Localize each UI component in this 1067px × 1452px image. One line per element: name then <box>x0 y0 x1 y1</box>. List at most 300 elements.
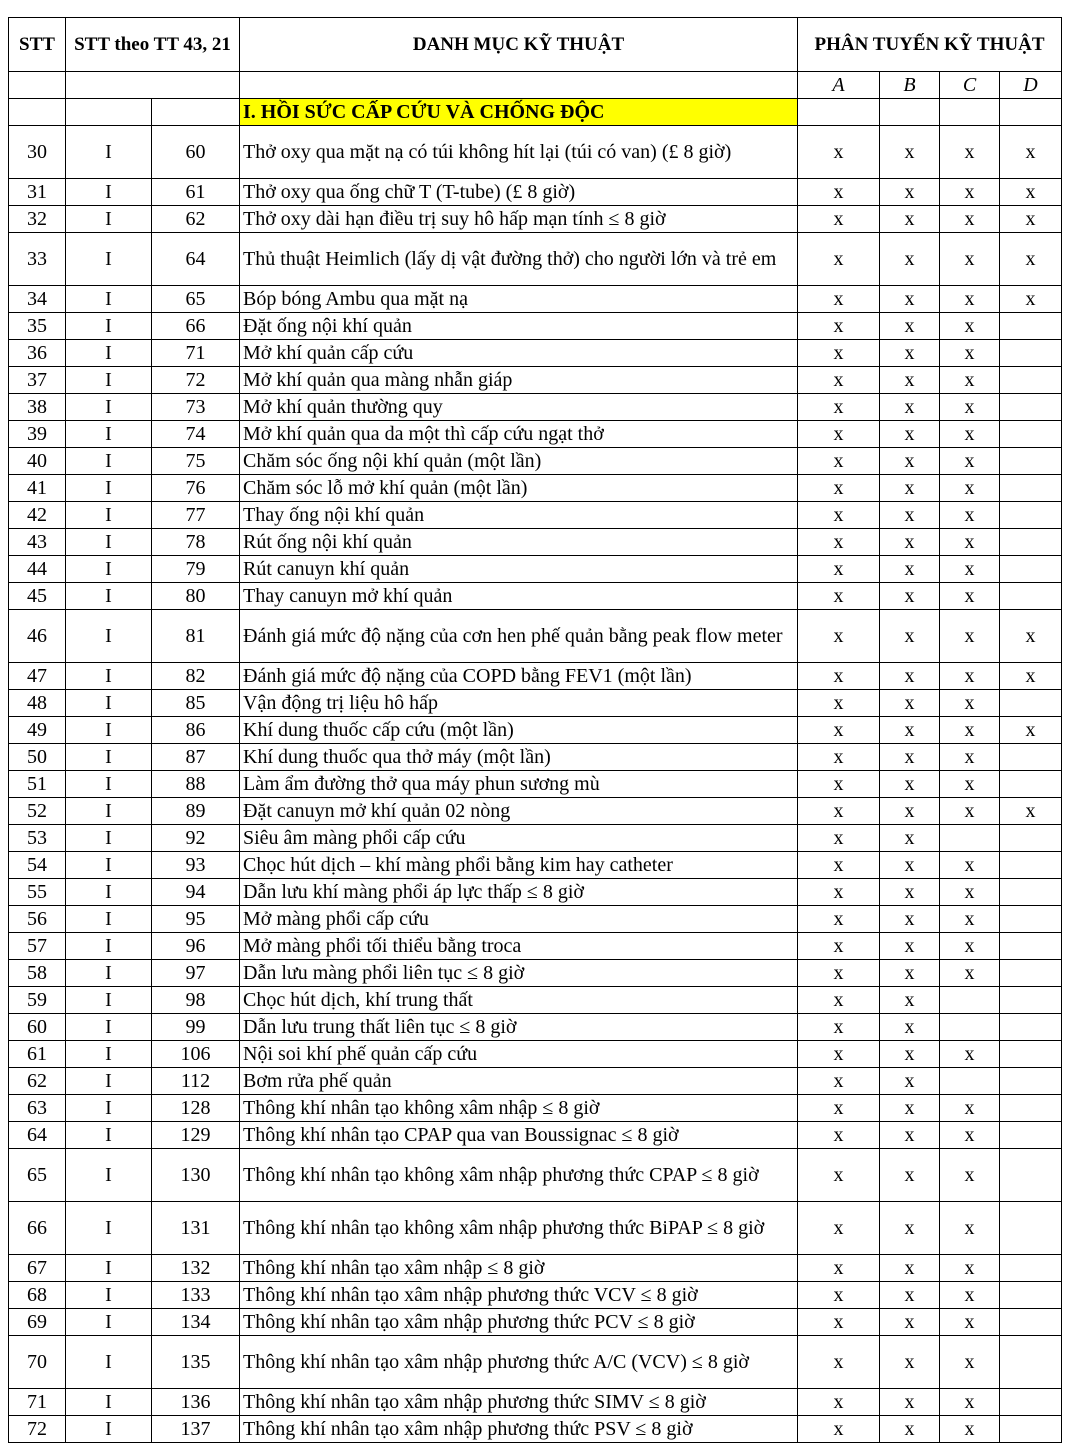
sub-empty <box>9 72 66 99</box>
row-chapter: I <box>66 179 152 206</box>
row-tt-number: 131 <box>152 1202 240 1255</box>
row-level-a: x <box>798 233 880 286</box>
row-technique-name: Thông khí nhân tạo không xâm nhập ≤ 8 giờ <box>240 1095 798 1122</box>
row-stt: 46 <box>9 610 66 663</box>
row-stt: 62 <box>9 1068 66 1095</box>
table-row <box>9 1309 1062 1336</box>
row-level-a: x <box>798 825 880 852</box>
table-row <box>9 1389 1062 1416</box>
level-d-label: D <box>1000 72 1062 99</box>
row-stt: 34 <box>9 286 66 313</box>
row-level-b: x <box>880 717 940 744</box>
level-a-label: A <box>798 72 880 99</box>
row-technique-name: Thông khí nhân tạo không xâm nhập phương thức BiPAP ≤ 8 giờ <box>240 1202 798 1255</box>
row-chapter: I <box>66 206 152 233</box>
row-tt-number: 80 <box>152 583 240 610</box>
row-chapter: I <box>66 126 152 179</box>
row-level-b: x <box>880 825 940 852</box>
table-row <box>9 798 1062 825</box>
row-level-b: x <box>880 1309 940 1336</box>
row-level-b: x <box>880 286 940 313</box>
row-technique-name: Thông khí nhân tạo xâm nhập phương thức PCV ≤ 8 giờ <box>240 1309 798 1336</box>
row-stt: 38 <box>9 394 66 421</box>
row-level-d <box>1000 340 1062 367</box>
row-level-c: x <box>940 286 1000 313</box>
row-stt: 35 <box>9 313 66 340</box>
row-level-c: x <box>940 502 1000 529</box>
row-level-b: x <box>880 126 940 179</box>
row-chapter: I <box>66 798 152 825</box>
row-technique-name: Chăm sóc lỗ mở khí quản (một lần) <box>240 475 798 502</box>
row-level-b: x <box>880 1282 940 1309</box>
row-chapter: I <box>66 690 152 717</box>
row-tt-number: 128 <box>152 1095 240 1122</box>
section-empty <box>1000 99 1062 126</box>
row-tt-number: 78 <box>152 529 240 556</box>
row-chapter: I <box>66 313 152 340</box>
row-level-a: x <box>798 960 880 987</box>
row-chapter: I <box>66 421 152 448</box>
row-level-d <box>1000 933 1062 960</box>
row-level-c: x <box>940 663 1000 690</box>
table-row <box>9 556 1062 583</box>
row-level-a: x <box>798 717 880 744</box>
row-level-a: x <box>798 1255 880 1282</box>
table-row <box>9 1095 1062 1122</box>
row-level-b: x <box>880 852 940 879</box>
section-empty <box>66 99 152 126</box>
row-level-c: x <box>940 529 1000 556</box>
row-level-b: x <box>880 1014 940 1041</box>
row-technique-name: Đánh giá mức độ nặng của cơn hen phế quản bằng peak flow meter <box>240 610 798 663</box>
sub-empty <box>240 72 798 99</box>
row-chapter: I <box>66 960 152 987</box>
row-level-a: x <box>798 583 880 610</box>
row-level-b: x <box>880 1041 940 1068</box>
row-technique-name: Mở khí quản thường quy <box>240 394 798 421</box>
row-level-c <box>940 987 1000 1014</box>
row-level-a: x <box>798 206 880 233</box>
row-level-d <box>1000 1416 1062 1443</box>
table-row <box>9 717 1062 744</box>
row-level-d <box>1000 960 1062 987</box>
row-technique-name: Vận động trị liệu hô hấp <box>240 690 798 717</box>
row-tt-number: 65 <box>152 286 240 313</box>
row-level-a: x <box>798 179 880 206</box>
row-level-a: x <box>798 879 880 906</box>
row-stt: 63 <box>9 1095 66 1122</box>
row-tt-number: 112 <box>152 1068 240 1095</box>
row-technique-name: Mở khí quản cấp cứu <box>240 340 798 367</box>
row-level-c: x <box>940 1282 1000 1309</box>
row-level-b: x <box>880 367 940 394</box>
row-tt-number: 95 <box>152 906 240 933</box>
row-technique-name: Rút ống nội khí quản <box>240 529 798 556</box>
row-level-d <box>1000 825 1062 852</box>
section-empty <box>9 99 66 126</box>
row-level-b: x <box>880 179 940 206</box>
table-row <box>9 179 1062 206</box>
row-stt: 33 <box>9 233 66 286</box>
row-technique-name: Nội soi khí phế quản cấp cứu <box>240 1041 798 1068</box>
row-chapter: I <box>66 394 152 421</box>
row-level-b: x <box>880 1336 940 1389</box>
table-row <box>9 206 1062 233</box>
table-row <box>9 313 1062 340</box>
row-level-d: x <box>1000 233 1062 286</box>
table-row <box>9 367 1062 394</box>
row-level-c: x <box>940 906 1000 933</box>
row-tt-number: 73 <box>152 394 240 421</box>
row-level-c: x <box>940 1041 1000 1068</box>
row-technique-name: Dẫn lưu trung thất liên tục ≤ 8 giờ <box>240 1014 798 1041</box>
row-level-d <box>1000 987 1062 1014</box>
row-stt: 40 <box>9 448 66 475</box>
row-level-b: x <box>880 448 940 475</box>
row-technique-name: Thủ thuật Heimlich (lấy dị vật đường thở) cho người lớn và trẻ em <box>240 233 798 286</box>
row-level-c: x <box>940 610 1000 663</box>
row-chapter: I <box>66 475 152 502</box>
row-technique-name: Thở oxy qua ống chữ T (T-tube) (£ 8 giờ) <box>240 179 798 206</box>
section-empty <box>152 99 240 126</box>
row-chapter: I <box>66 906 152 933</box>
row-technique-name: Chăm sóc ống nội khí quản (một lần) <box>240 448 798 475</box>
row-level-c: x <box>940 1309 1000 1336</box>
table-row <box>9 1202 1062 1255</box>
table-row <box>9 933 1062 960</box>
table-row <box>9 1255 1062 1282</box>
row-tt-number: 87 <box>152 744 240 771</box>
row-tt-number: 86 <box>152 717 240 744</box>
table-row <box>9 1041 1062 1068</box>
row-technique-name: Dẫn lưu màng phổi liên tục ≤ 8 giờ <box>240 960 798 987</box>
row-level-b: x <box>880 1389 940 1416</box>
row-level-a: x <box>798 1068 880 1095</box>
row-stt: 55 <box>9 879 66 906</box>
table-row <box>9 1282 1062 1309</box>
row-level-c: x <box>940 556 1000 583</box>
row-stt: 59 <box>9 987 66 1014</box>
row-chapter: I <box>66 233 152 286</box>
row-stt: 44 <box>9 556 66 583</box>
row-level-c: x <box>940 798 1000 825</box>
row-level-b: x <box>880 313 940 340</box>
row-level-d <box>1000 1255 1062 1282</box>
table-row <box>9 233 1062 286</box>
row-level-a: x <box>798 126 880 179</box>
row-tt-number: 132 <box>152 1255 240 1282</box>
table-row <box>9 1068 1062 1095</box>
row-level-d <box>1000 1095 1062 1122</box>
sub-empty <box>66 72 240 99</box>
row-level-d <box>1000 394 1062 421</box>
row-level-d <box>1000 1202 1062 1255</box>
row-tt-number: 130 <box>152 1149 240 1202</box>
row-tt-number: 136 <box>152 1389 240 1416</box>
row-stt: 43 <box>9 529 66 556</box>
row-stt: 47 <box>9 663 66 690</box>
row-chapter: I <box>66 663 152 690</box>
header-phan-tuyen: PHÂN TUYẾN KỸ THUẬT <box>798 18 1062 72</box>
row-level-d <box>1000 502 1062 529</box>
row-technique-name: Khí dung thuốc cấp cứu (một lần) <box>240 717 798 744</box>
table-row <box>9 744 1062 771</box>
row-tt-number: 72 <box>152 367 240 394</box>
row-technique-name: Thông khí nhân tạo không xâm nhập phương thức CPAP ≤ 8 giờ <box>240 1149 798 1202</box>
row-level-d <box>1000 1014 1062 1041</box>
row-level-b: x <box>880 421 940 448</box>
row-chapter: I <box>66 502 152 529</box>
row-technique-name: Mở khí quản qua da một thì cấp cứu ngạt thở <box>240 421 798 448</box>
table-row <box>9 529 1062 556</box>
row-tt-number: 82 <box>152 663 240 690</box>
row-tt-number: 96 <box>152 933 240 960</box>
row-level-b: x <box>880 1149 940 1202</box>
row-level-d: x <box>1000 798 1062 825</box>
table-row <box>9 286 1062 313</box>
section-empty <box>880 99 940 126</box>
row-level-b: x <box>880 1416 940 1443</box>
row-chapter: I <box>66 340 152 367</box>
row-technique-name: Khí dung thuốc qua thở máy (một lần) <box>240 744 798 771</box>
row-chapter: I <box>66 1255 152 1282</box>
table-row <box>9 583 1062 610</box>
row-chapter: I <box>66 529 152 556</box>
row-level-c: x <box>940 206 1000 233</box>
row-level-b: x <box>880 1202 940 1255</box>
row-stt: 41 <box>9 475 66 502</box>
row-level-a: x <box>798 744 880 771</box>
row-level-c: x <box>940 744 1000 771</box>
row-level-c: x <box>940 960 1000 987</box>
technique-table <box>8 17 1062 1443</box>
row-stt: 66 <box>9 1202 66 1255</box>
row-chapter: I <box>66 1416 152 1443</box>
row-technique-name: Siêu âm màng phổi cấp cứu <box>240 825 798 852</box>
row-chapter: I <box>66 987 152 1014</box>
row-chapter: I <box>66 367 152 394</box>
row-level-b: x <box>880 744 940 771</box>
row-technique-name: Chọc hút dịch, khí trung thất <box>240 987 798 1014</box>
row-level-d: x <box>1000 286 1062 313</box>
row-level-c: x <box>940 1389 1000 1416</box>
row-chapter: I <box>66 771 152 798</box>
row-tt-number: 99 <box>152 1014 240 1041</box>
table-row <box>9 394 1062 421</box>
row-level-d <box>1000 556 1062 583</box>
row-stt: 31 <box>9 179 66 206</box>
table-row <box>9 771 1062 798</box>
row-level-d <box>1000 448 1062 475</box>
row-level-c: x <box>940 852 1000 879</box>
row-level-c: x <box>940 879 1000 906</box>
row-level-b: x <box>880 475 940 502</box>
table-row <box>9 825 1062 852</box>
row-level-a: x <box>798 394 880 421</box>
section-title: I. HỒI SỨC CẤP CỨU VÀ CHỐNG ĐỘC <box>240 99 798 126</box>
table-row <box>9 663 1062 690</box>
row-technique-name: Bơm rửa phế quản <box>240 1068 798 1095</box>
row-chapter: I <box>66 1282 152 1309</box>
row-chapter: I <box>66 556 152 583</box>
row-level-a: x <box>798 663 880 690</box>
row-level-b: x <box>880 663 940 690</box>
row-level-b: x <box>880 340 940 367</box>
row-technique-name: Rút canuyn khí quản <box>240 556 798 583</box>
row-level-c: x <box>940 126 1000 179</box>
row-technique-name: Thay ống nội khí quản <box>240 502 798 529</box>
row-technique-name: Làm ẩm đường thở qua máy phun sương mù <box>240 771 798 798</box>
row-level-c <box>940 1068 1000 1095</box>
row-stt: 42 <box>9 502 66 529</box>
row-stt: 65 <box>9 1149 66 1202</box>
row-level-b: x <box>880 879 940 906</box>
table-row <box>9 610 1062 663</box>
row-level-a: x <box>798 448 880 475</box>
row-technique-name: Thông khí nhân tạo xâm nhập phương thức VCV ≤ 8 giờ <box>240 1282 798 1309</box>
row-level-c: x <box>940 394 1000 421</box>
row-technique-name: Thông khí nhân tạo xâm nhập ≤ 8 giờ <box>240 1255 798 1282</box>
row-chapter: I <box>66 852 152 879</box>
row-level-a: x <box>798 421 880 448</box>
row-level-d <box>1000 1041 1062 1068</box>
row-level-c: x <box>940 771 1000 798</box>
row-level-c: x <box>940 475 1000 502</box>
row-stt: 39 <box>9 421 66 448</box>
row-level-b: x <box>880 206 940 233</box>
table-row <box>9 852 1062 879</box>
table-row <box>9 879 1062 906</box>
row-stt: 56 <box>9 906 66 933</box>
row-level-b: x <box>880 987 940 1014</box>
row-level-d <box>1000 1309 1062 1336</box>
row-level-c: x <box>940 717 1000 744</box>
row-level-d: x <box>1000 126 1062 179</box>
row-tt-number: 60 <box>152 126 240 179</box>
row-level-d <box>1000 1389 1062 1416</box>
row-tt-number: 79 <box>152 556 240 583</box>
table-row <box>9 906 1062 933</box>
row-level-b: x <box>880 906 940 933</box>
row-chapter: I <box>66 1389 152 1416</box>
row-tt-number: 85 <box>152 690 240 717</box>
row-level-a: x <box>798 933 880 960</box>
row-tt-number: 93 <box>152 852 240 879</box>
row-level-c: x <box>940 448 1000 475</box>
table-row <box>9 340 1062 367</box>
row-level-a: x <box>798 610 880 663</box>
row-chapter: I <box>66 1149 152 1202</box>
row-chapter: I <box>66 583 152 610</box>
row-level-c: x <box>940 313 1000 340</box>
row-stt: 69 <box>9 1309 66 1336</box>
row-stt: 48 <box>9 690 66 717</box>
row-technique-name: Dẫn lưu khí màng phổi áp lực thấp ≤ 8 giờ <box>240 879 798 906</box>
table-row <box>9 960 1062 987</box>
row-stt: 36 <box>9 340 66 367</box>
row-technique-name: Thay canuyn mở khí quản <box>240 583 798 610</box>
row-level-a: x <box>798 1336 880 1389</box>
row-technique-name: Bóp bóng Ambu qua mặt nạ <box>240 286 798 313</box>
row-stt: 30 <box>9 126 66 179</box>
row-level-d <box>1000 690 1062 717</box>
row-level-a: x <box>798 771 880 798</box>
row-chapter: I <box>66 744 152 771</box>
row-level-c: x <box>940 179 1000 206</box>
table-row <box>9 1122 1062 1149</box>
row-level-a: x <box>798 556 880 583</box>
row-level-b: x <box>880 556 940 583</box>
row-tt-number: 76 <box>152 475 240 502</box>
row-tt-number: 133 <box>152 1282 240 1309</box>
row-chapter: I <box>66 1014 152 1041</box>
row-chapter: I <box>66 1068 152 1095</box>
table-row <box>9 475 1062 502</box>
row-level-d <box>1000 475 1062 502</box>
row-level-b: x <box>880 1068 940 1095</box>
row-level-c <box>940 825 1000 852</box>
row-level-b: x <box>880 502 940 529</box>
row-level-a: x <box>798 1389 880 1416</box>
row-level-c: x <box>940 1416 1000 1443</box>
row-level-d: x <box>1000 717 1062 744</box>
row-level-b: x <box>880 1122 940 1149</box>
row-tt-number: 137 <box>152 1416 240 1443</box>
row-chapter: I <box>66 1041 152 1068</box>
row-technique-name: Đánh giá mức độ nặng của COPD bằng FEV1 (một lần) <box>240 663 798 690</box>
row-level-a: x <box>798 475 880 502</box>
row-level-d <box>1000 744 1062 771</box>
row-level-d <box>1000 583 1062 610</box>
row-level-c: x <box>940 1122 1000 1149</box>
row-technique-name: Mở màng phổi cấp cứu <box>240 906 798 933</box>
row-stt: 71 <box>9 1389 66 1416</box>
row-technique-name: Thở oxy qua mặt nạ có túi không hít lại (túi có van) (£ 8 giờ) <box>240 126 798 179</box>
row-level-a: x <box>798 502 880 529</box>
row-stt: 67 <box>9 1255 66 1282</box>
row-technique-name: Đặt ống nội khí quản <box>240 313 798 340</box>
row-chapter: I <box>66 448 152 475</box>
row-stt: 32 <box>9 206 66 233</box>
row-stt: 54 <box>9 852 66 879</box>
row-technique-name: Mở khí quản qua màng nhẫn giáp <box>240 367 798 394</box>
row-level-d <box>1000 1149 1062 1202</box>
row-level-c: x <box>940 690 1000 717</box>
row-chapter: I <box>66 717 152 744</box>
row-level-a: x <box>798 1149 880 1202</box>
row-chapter: I <box>66 1122 152 1149</box>
row-tt-number: 94 <box>152 879 240 906</box>
table-row <box>9 1336 1062 1389</box>
table-row <box>9 1149 1062 1202</box>
row-level-a: x <box>798 286 880 313</box>
row-level-d <box>1000 1336 1062 1389</box>
row-level-b: x <box>880 933 940 960</box>
header-stt: STT <box>9 18 66 72</box>
row-tt-number: 135 <box>152 1336 240 1389</box>
row-tt-number: 71 <box>152 340 240 367</box>
row-level-d <box>1000 906 1062 933</box>
row-technique-name: Thở oxy dài hạn điều trị suy hô hấp mạn tính ≤ 8 giờ <box>240 206 798 233</box>
row-level-a: x <box>798 906 880 933</box>
row-level-c: x <box>940 1202 1000 1255</box>
row-chapter: I <box>66 933 152 960</box>
row-stt: 58 <box>9 960 66 987</box>
row-level-a: x <box>798 367 880 394</box>
row-stt: 60 <box>9 1014 66 1041</box>
row-chapter: I <box>66 1309 152 1336</box>
row-tt-number: 75 <box>152 448 240 475</box>
